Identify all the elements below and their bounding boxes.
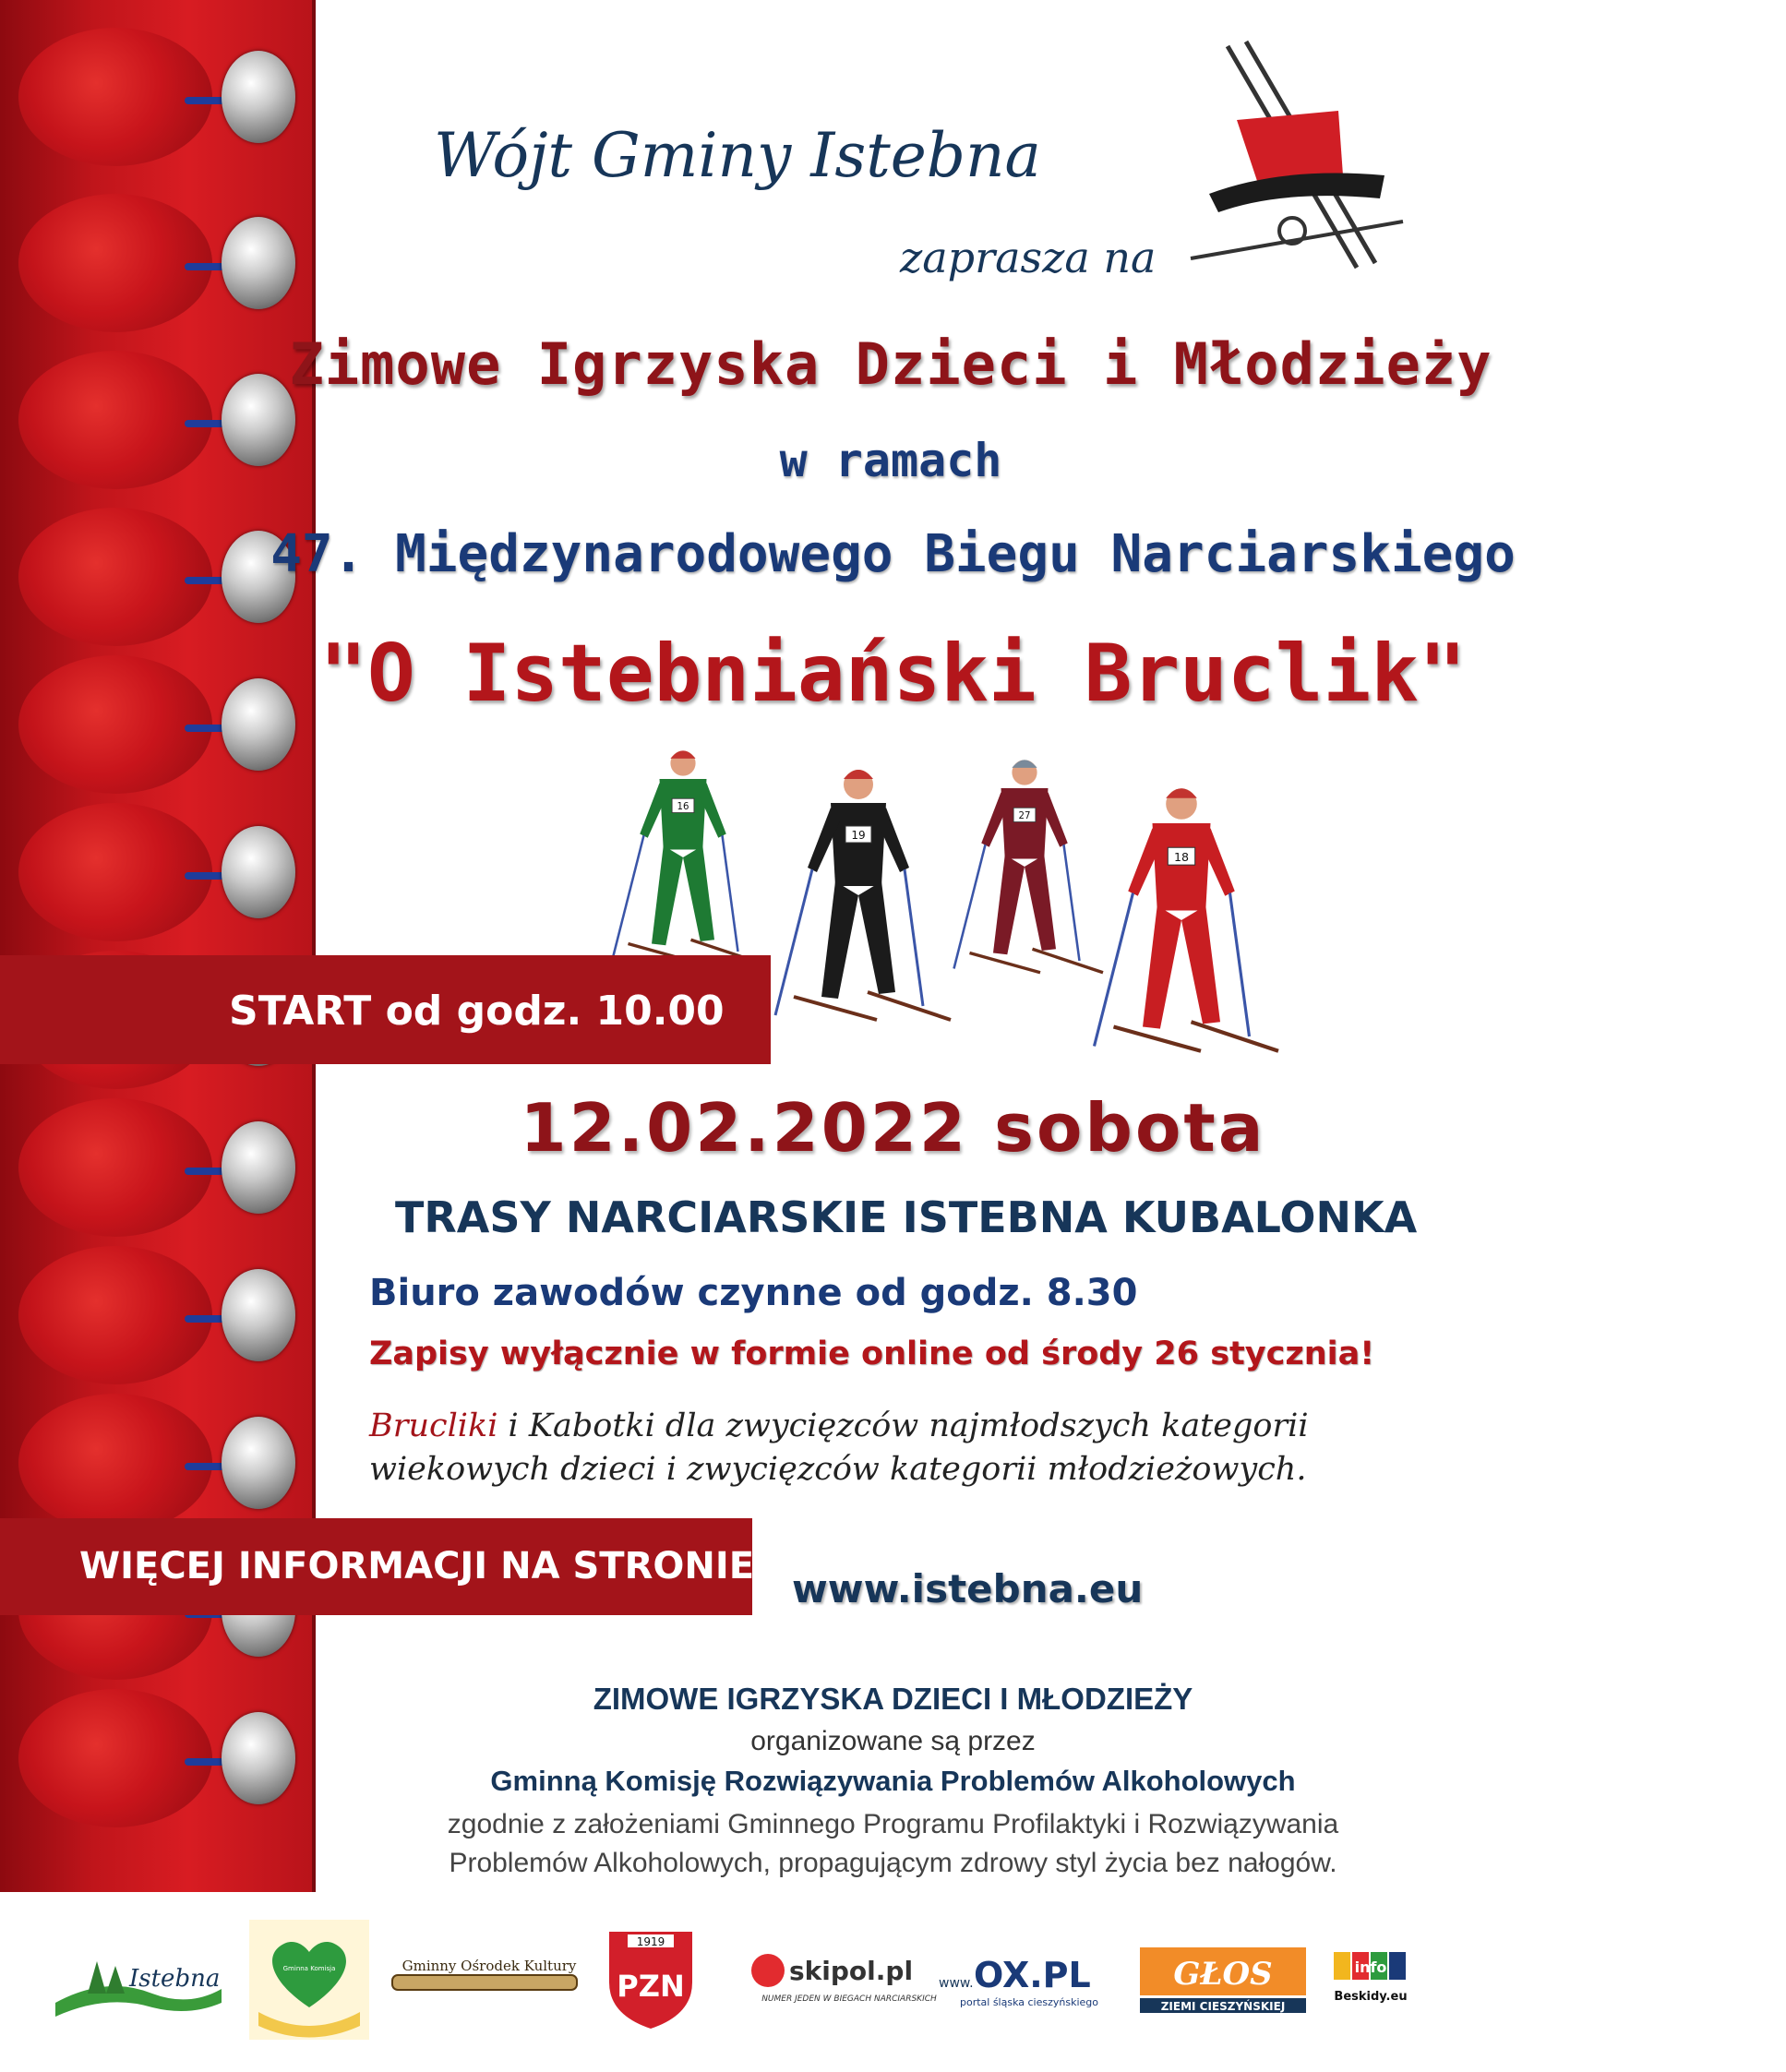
istebna-logo [51,1910,226,2049]
pompom-decoration [18,28,212,166]
prize-text [369,1405,1366,1491]
glos-text: GŁOS [1173,1956,1273,1993]
more-info-label: WIĘCEJ INFORMACJI NA STRONIE [79,1545,755,1587]
glos-logo [1140,1910,1306,2049]
pzn-text: PZN [617,1968,685,2004]
skier-bib: 27 [1018,811,1031,822]
ski-hat-icon [1172,37,1412,277]
venue: TRASY NARCIARSKIE ISTEBNA KUBALONKA [395,1192,1418,1242]
ox-tagline: portal śląska cieszyńskiego [959,1996,1099,2008]
pzn-year: 1919 [636,1934,665,1948]
metal-button-decoration [222,826,295,918]
skier-figure [775,770,951,1020]
beskidy-text: Beskidy.eu [1334,1990,1408,2004]
gok-logo-text: Gminny Ośrodek Kultury [402,1958,577,1974]
metal-button-decoration [222,1417,295,1509]
skier-bib: 16 [677,802,689,813]
footer-commission: Gminną Komisję Rozwiązywania Problemów Alkoholowych [490,1765,1296,1797]
skier-figure [954,760,1104,972]
glos-tagline: ZIEMI CIESZYŃSKIEJ [1160,2000,1286,2013]
pompom-decoration [18,1246,212,1384]
commission-logo [249,1910,369,2049]
skier-bib: 18 [1173,849,1190,864]
signup-info: Zapisy wyłącznie w formie online od środy 26 stycznia! [369,1335,1375,1372]
footer-note [0,1805,1786,1883]
svg-text:Gminna Komisja: Gminna Komisja [282,1965,336,1972]
race-quote: "O Istebniański Bruclik" [319,628,1467,720]
event-date: 12.02.2022 sobota [520,1089,1266,1167]
info-text: info [1354,1958,1387,1976]
footer-heading: ZIMOWE IGRZYSKA DZIECI I MŁODZIEŻY [593,1682,1193,1716]
skier-figure [1095,788,1279,1051]
host-title: Wójt Gminy Istebna [434,120,1041,191]
skipol-text: skipol.pl [789,1956,914,1986]
skipol-logo [748,1910,937,2049]
ox-logo [937,1910,1121,2049]
website-link[interactable]: www.istebna.eu [792,1566,1144,1611]
pompom-decoration [18,194,212,332]
sponsor-logos [37,1910,1431,2058]
pompom-decoration [18,1394,212,1532]
footer-organized-by: organizowane są przez [750,1726,1036,1756]
pzn-logo [600,1910,701,2049]
race-name: 47. Międzynarodowego Biegu Narciarskiego [270,524,1516,584]
skipol-tagline: NUMER JEDEN W BIEGACH NARCIARSKICH [761,1994,937,2004]
ox-www: www. [939,1976,974,1991]
gok-logo [388,1910,581,2049]
metal-button-decoration [222,217,295,309]
metal-button-decoration [222,51,295,143]
istebna-logo-text: Istebna [129,1965,221,1993]
ox-text: OX.PL [974,1955,1091,1995]
start-time: START od godz. 10.00 [229,988,725,1035]
prize-body: i Kabotki dla zwycięzców najmłodszych kategorii wiekowych dzieci i zwycięzców kategorii młodzieżowych. [369,1407,1309,1488]
footer-note-line1: zgodnie z założeniami Gminnego Programu Profilaktyki i Rozwiązywania [447,1809,1339,1839]
in-frame-line: w ramach [779,434,1002,487]
skier-bib: 19 [851,829,866,842]
pompom-decoration [18,803,212,941]
footer-note-line2: Problemów Alkoholowych, propagującym zdrowy styl życia bez nałogów. [449,1848,1337,1878]
event-title: Zimowe Igrzyska Dzieci i Młodzieży [289,330,1492,398]
invite-line: zaprasza na [900,233,1157,282]
beskidy-logo [1329,1910,1412,2049]
skier-figure [613,750,762,963]
metal-button-decoration [222,1269,295,1361]
prize-accent: Brucliki [369,1407,498,1444]
office-hours: Biuro zawodów czynne od godz. 8.30 [369,1272,1138,1314]
